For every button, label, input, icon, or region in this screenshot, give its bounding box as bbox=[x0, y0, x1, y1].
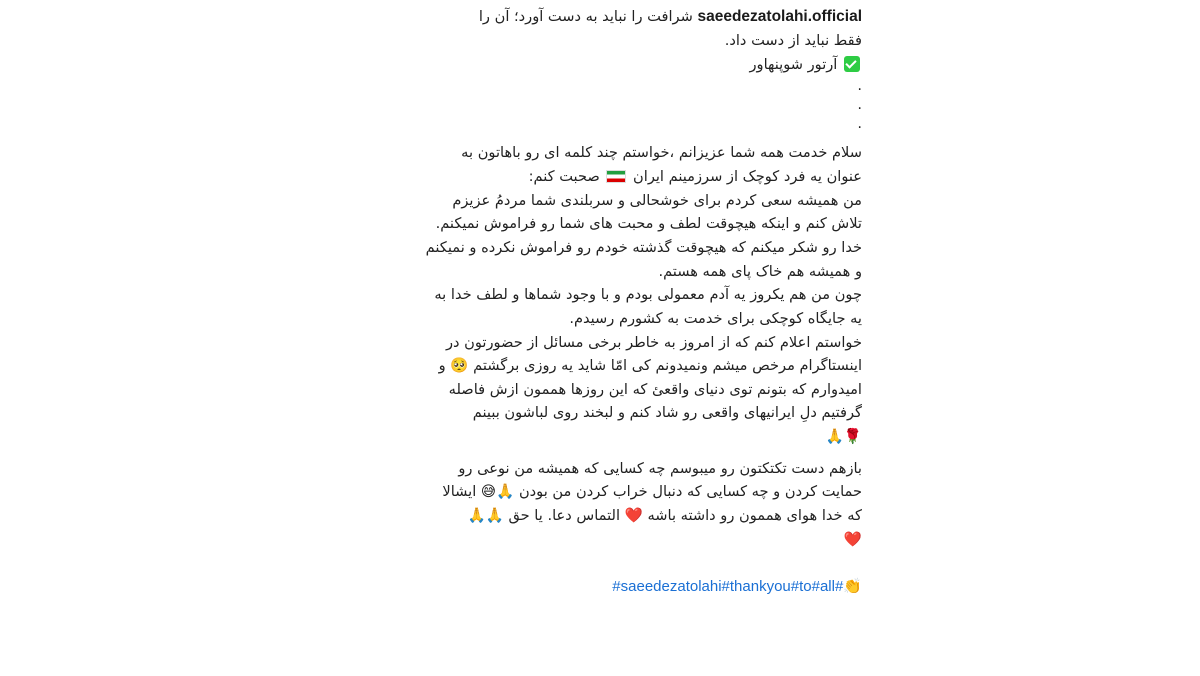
pleading-face-emoji: 🥺 bbox=[450, 357, 469, 375]
thanks-line-1: بازهم دست تکتکتون رو میبوسم چه کسایی که همیشه من نوعی رو bbox=[458, 459, 862, 477]
effort-line-1: من همیشه سعی کردم برای خوشحالی و سربلندی شما مردمُ عزیزم bbox=[452, 191, 862, 209]
spacer bbox=[338, 449, 862, 457]
caption-body bbox=[338, 4, 862, 600]
quote-author: آرتور شوپنهاور bbox=[749, 55, 838, 73]
quote-author-paragraph bbox=[338, 53, 862, 77]
spacer bbox=[338, 551, 862, 565]
ordinary-line-2: یه جایگاه کوچکی برای خدمت به کشورم رسیدم. bbox=[569, 309, 862, 327]
announcement-line-4: امیدوارم که بتونم توی دنیای واقعیٔ که این روزها هممون ازش فاصله bbox=[448, 380, 862, 398]
greeting-line-2: عنوان یه فرد کوچک از سرزمینم ایران bbox=[633, 168, 862, 186]
dot-line-3: . bbox=[857, 115, 862, 133]
greeting-line-3: صحبت کنم: bbox=[528, 168, 600, 186]
announcement-line-3: و bbox=[438, 357, 446, 375]
account-username[interactable]: saeedezatolahi.official bbox=[697, 8, 862, 25]
quote-line-1: شرافت را نباید به دست آورد؛ آن را bbox=[478, 8, 693, 25]
iran-flag-icon bbox=[606, 170, 626, 183]
rose-and-pray-emoji: 🌹🙏 bbox=[825, 428, 862, 446]
verified-check-icon bbox=[844, 56, 860, 72]
paragraph-effort bbox=[338, 189, 862, 284]
instagram-post-caption bbox=[330, 0, 870, 676]
red-heart-emoji: ❤️ bbox=[843, 530, 862, 548]
thanks-line-4: که خدا هوای هممون رو داشته باشه ❤️ التماس دعا. یا حق 🙏🙏 bbox=[467, 507, 862, 524]
thanks-line-3: 🙏😅 ایشالا bbox=[442, 483, 515, 501]
ordinary-line-1: چون من هم یکروز یه آدم معمولی بودم و با وجود شماها و لطف خدا به bbox=[434, 286, 862, 304]
thanks-line-2: حمایت کردن و چه کسایی که دنبال خراب کردن من بودن bbox=[518, 483, 862, 501]
quote-line-2: فقط نباید از دست داد. bbox=[724, 32, 862, 50]
paragraph-ordinary bbox=[338, 283, 862, 330]
paragraph-thanks bbox=[338, 457, 862, 552]
paragraph-announcement bbox=[338, 331, 862, 449]
announcement-line-5: گرفتیم دلِ ایرانیهای واقعی رو شاد کنم و لبخند روی لباشون ببینم bbox=[472, 404, 862, 422]
effort-line-4: و همیشه هم خاک پای همه هستم. bbox=[658, 262, 862, 280]
left-margin bbox=[0, 0, 330, 676]
paragraph-greeting bbox=[338, 141, 862, 188]
spacer bbox=[338, 133, 862, 141]
hashtag-links[interactable]: #saeedezatolahi#thankyou#to#all#👏 bbox=[612, 578, 862, 596]
quote-paragraph bbox=[338, 4, 862, 53]
greeting-line-1: سلام خدمت همه شما عزیزانم ،خواستم چند کلمه ای رو باهاتون به bbox=[461, 144, 862, 162]
announcement-line-2: اینستاگرام مرخص میشم ونمیدونم کی امّا شاید یه روزی برگشتم bbox=[473, 357, 862, 375]
dot-line-1: . bbox=[857, 77, 862, 95]
announcement-line-1: خواستم اعلام کنم که از امروز به خاطر برخی مسائل از حضورتون در bbox=[445, 333, 862, 351]
dot-line-2: . bbox=[857, 96, 862, 114]
right-margin bbox=[870, 0, 1200, 676]
effort-line-3: خدا رو شکر میکنم که هیچوقت گذشته خودم رو فراموش نکرده و نمیکنم bbox=[425, 238, 862, 256]
hashtag-row[interactable] bbox=[338, 575, 862, 599]
effort-line-2: تلاش کنم و اینکه هیچوقت لطف و محبت های شما رو فراموش نمیکنم. bbox=[435, 215, 862, 233]
